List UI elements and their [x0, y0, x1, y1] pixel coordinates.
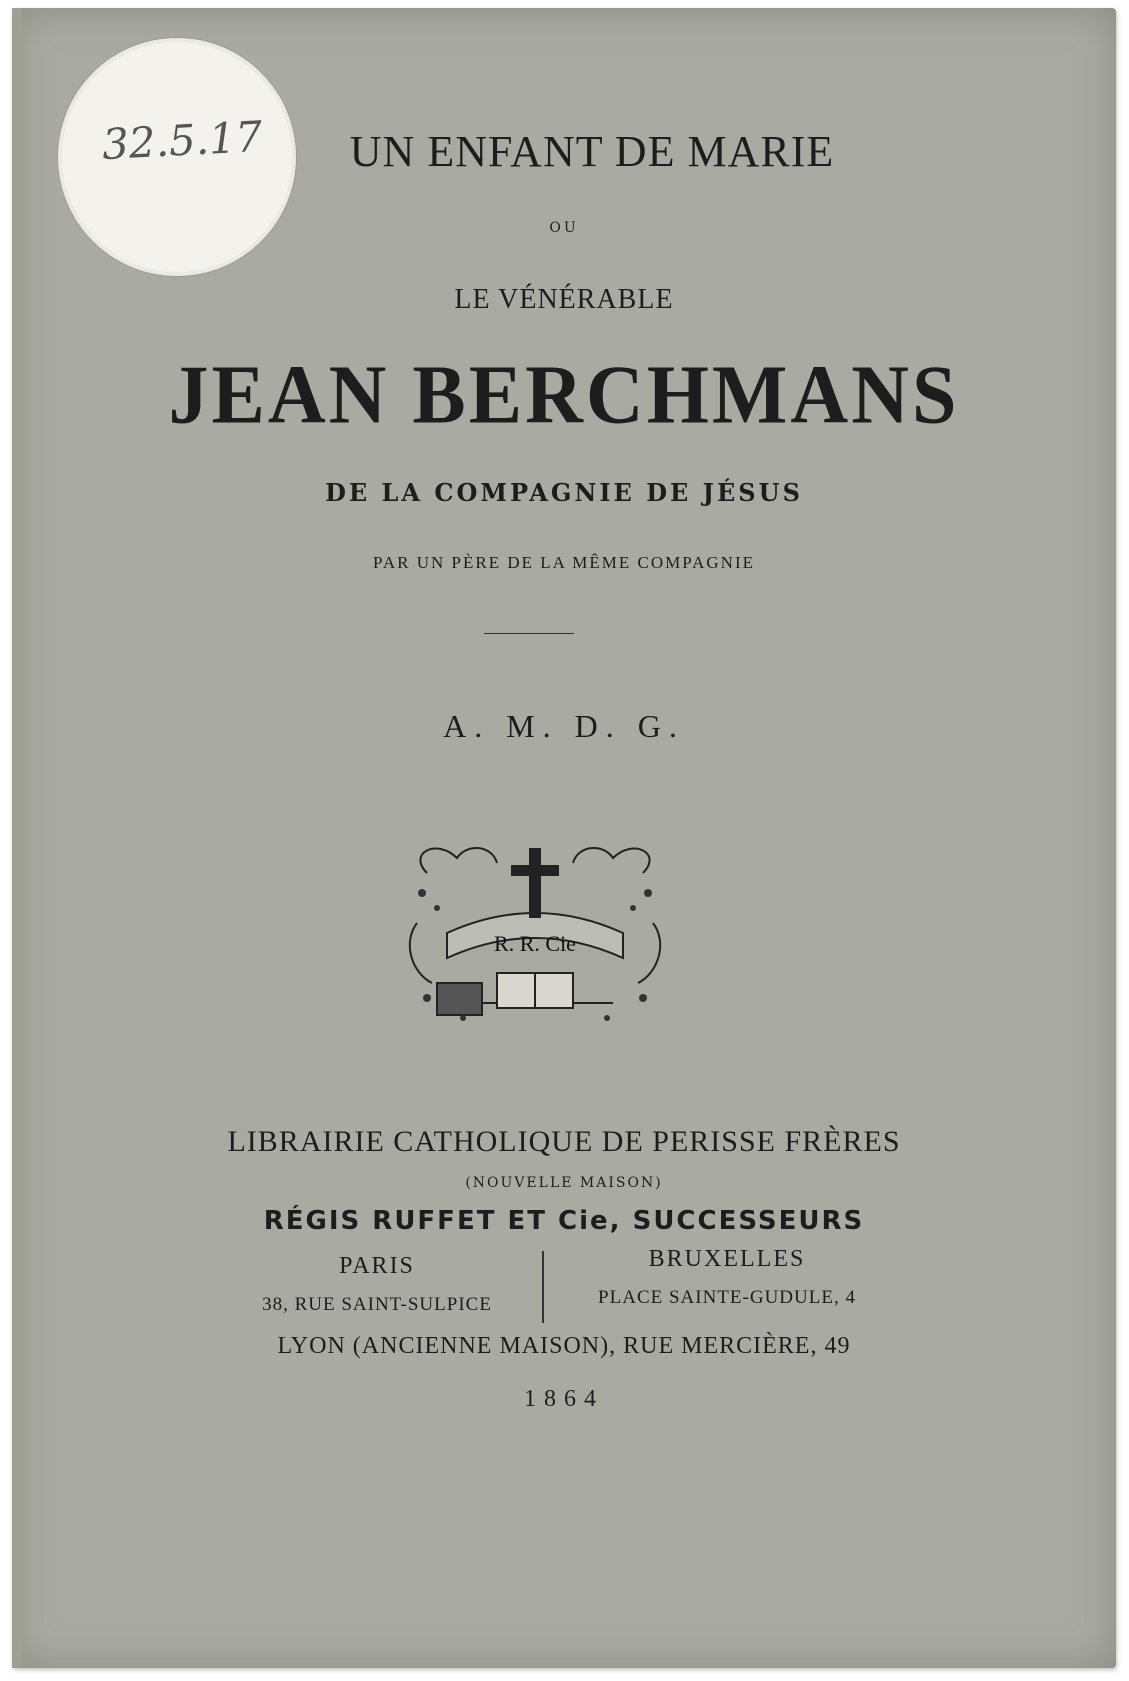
author-line: PAR UN PÈRE DE LA MÊME COMPAGNIE	[372, 553, 755, 572]
publisher-successors: RÉGIS RUFFET ET Cie, SUCCESSEURS	[263, 1206, 865, 1236]
title-line-1: UN ENFANT DE MARIE	[349, 127, 835, 176]
publisher-name: LIBRAIRIE CATHOLIQUE DE PERISSE FRÈRES	[227, 1125, 901, 1158]
paris-address: 38, RUE SAINT-SULPICE	[262, 1294, 492, 1315]
main-title: JEAN BERCHMANS	[168, 348, 960, 442]
brussels-city: BRUXELLES	[648, 1246, 806, 1272]
lyon-address: LYON (ANCIENNE MAISON), RUE MERCIÈRE, 49	[277, 1333, 851, 1359]
brussels-address-block	[557, 1246, 897, 1309]
motto: A. M. D. G.	[443, 708, 685, 744]
subtitle: DE LA COMPAGNIE DE JÉSUS	[325, 478, 803, 507]
title-conjunction: OU	[549, 220, 579, 236]
cover-spine-edge	[12, 8, 22, 1668]
publisher-emblem-icon	[397, 833, 673, 1028]
publisher-note: (NOUVELLE MAISON)	[465, 1175, 663, 1191]
shelf-number: 32.5.17	[100, 111, 264, 170]
paris-address-block	[212, 1253, 542, 1316]
book-cover	[12, 8, 1116, 1668]
divider-rule	[484, 633, 574, 634]
brussels-address: PLACE SAINTE-GUDULE, 4	[598, 1287, 856, 1308]
title-line-3: LE VÉNÉRABLE	[454, 284, 674, 315]
emblem-monogram: R. R. Cie	[494, 931, 576, 956]
address-divider	[542, 1251, 544, 1323]
paris-city: PARIS	[339, 1253, 415, 1279]
publication-year: 1864	[524, 1386, 604, 1412]
